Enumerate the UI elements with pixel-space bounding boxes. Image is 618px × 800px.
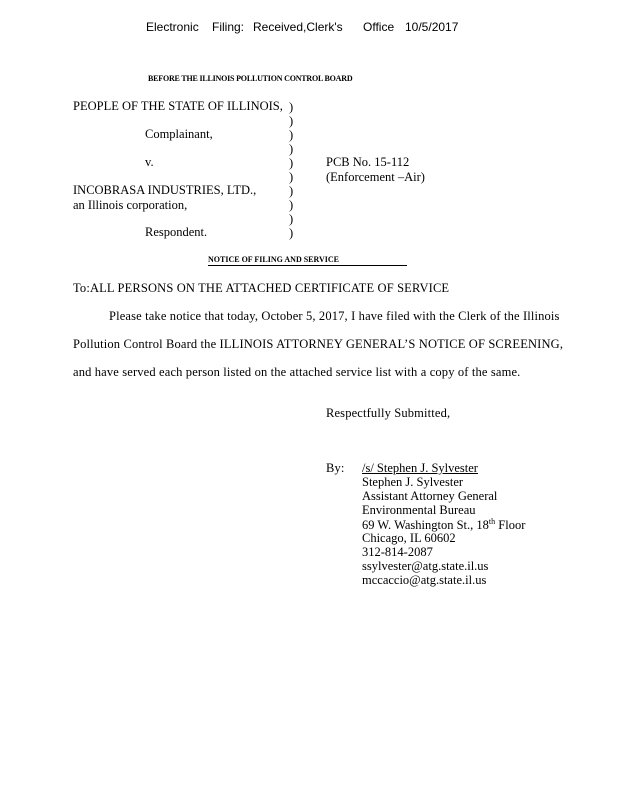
signer-phone: 312-814-2087	[362, 545, 433, 559]
signer-city: Chicago, IL 60602	[362, 531, 456, 545]
caption-paren: )	[289, 128, 294, 142]
caption-paren: )	[289, 114, 294, 128]
caption-paren: )	[289, 100, 294, 114]
signer-bureau: Environmental Bureau	[362, 503, 476, 517]
body-line-3: and have served each person listed on the attached service list with a copy of the same.	[73, 365, 521, 379]
caption-paren: )	[289, 184, 294, 198]
case-number: PCB No. 15-112	[326, 155, 410, 169]
address-floor: Floor	[495, 518, 526, 533]
to-line	[73, 281, 449, 296]
complainant-label: Complainant,	[145, 127, 213, 141]
respondent-label: Respondent.	[145, 225, 208, 239]
electronic-signature: /s/ Stephen J. Sylvester	[362, 461, 478, 475]
board-heading: BEFORE THE ILLINOIS POLLUTION CONTROL BOARD	[148, 74, 353, 83]
stamp-office: Office	[363, 20, 395, 34]
caption-paren: )	[289, 212, 294, 226]
address-street: 69 W. Washington St., 18	[362, 518, 489, 533]
caption-paren: )	[289, 142, 294, 156]
caption-paren: )	[289, 156, 294, 170]
caption-paren: )	[289, 170, 294, 184]
stamp-electronic: Electronic	[146, 20, 199, 34]
signer-name: Stephen J. Sylvester	[362, 475, 464, 489]
closing: Respectfully Submitted,	[326, 406, 451, 420]
to-label: To:	[73, 281, 90, 295]
versus-label: v.	[145, 155, 154, 169]
to-recipients: ALL PERSONS ON THE ATTACHED CERTIFICATE OF SERVICE	[89, 281, 450, 295]
body-line-2: Pollution Control Board the ILLINOIS ATTORNEY GENERAL’S NOTICE OF SCREENING,	[73, 337, 564, 351]
filing-stamp	[0, 20, 618, 36]
notice-title: NOTICE OF FILING AND SERVICE	[208, 255, 407, 266]
stamp-received: Received,Clerk's	[253, 20, 343, 34]
address-ordinal: th	[488, 517, 496, 526]
case-type: (Enforcement –Air)	[326, 170, 425, 184]
signer-email-1: ssylvester@atg.state.il.us	[362, 559, 489, 573]
defendant-name: INCOBRASA INDUSTRIES, LTD.,	[73, 183, 257, 197]
signer-title: Assistant Attorney General	[362, 489, 498, 503]
signer-email-2: mccaccio@atg.state.il.us	[362, 573, 487, 587]
caption-paren: )	[289, 198, 294, 212]
defendant-description: an Illinois corporation,	[73, 198, 188, 212]
by-label: By:	[326, 461, 345, 475]
body-line-1: Please take notice that today, October 5, 2017, I have filed with the Clerk of the Illinois	[109, 309, 560, 323]
stamp-filing: Filing:	[212, 20, 245, 34]
plaintiff-name: PEOPLE OF THE STATE OF ILLINOIS,	[73, 99, 283, 113]
stamp-date: 10/5/2017	[405, 20, 459, 34]
caption-paren: )	[289, 226, 294, 240]
